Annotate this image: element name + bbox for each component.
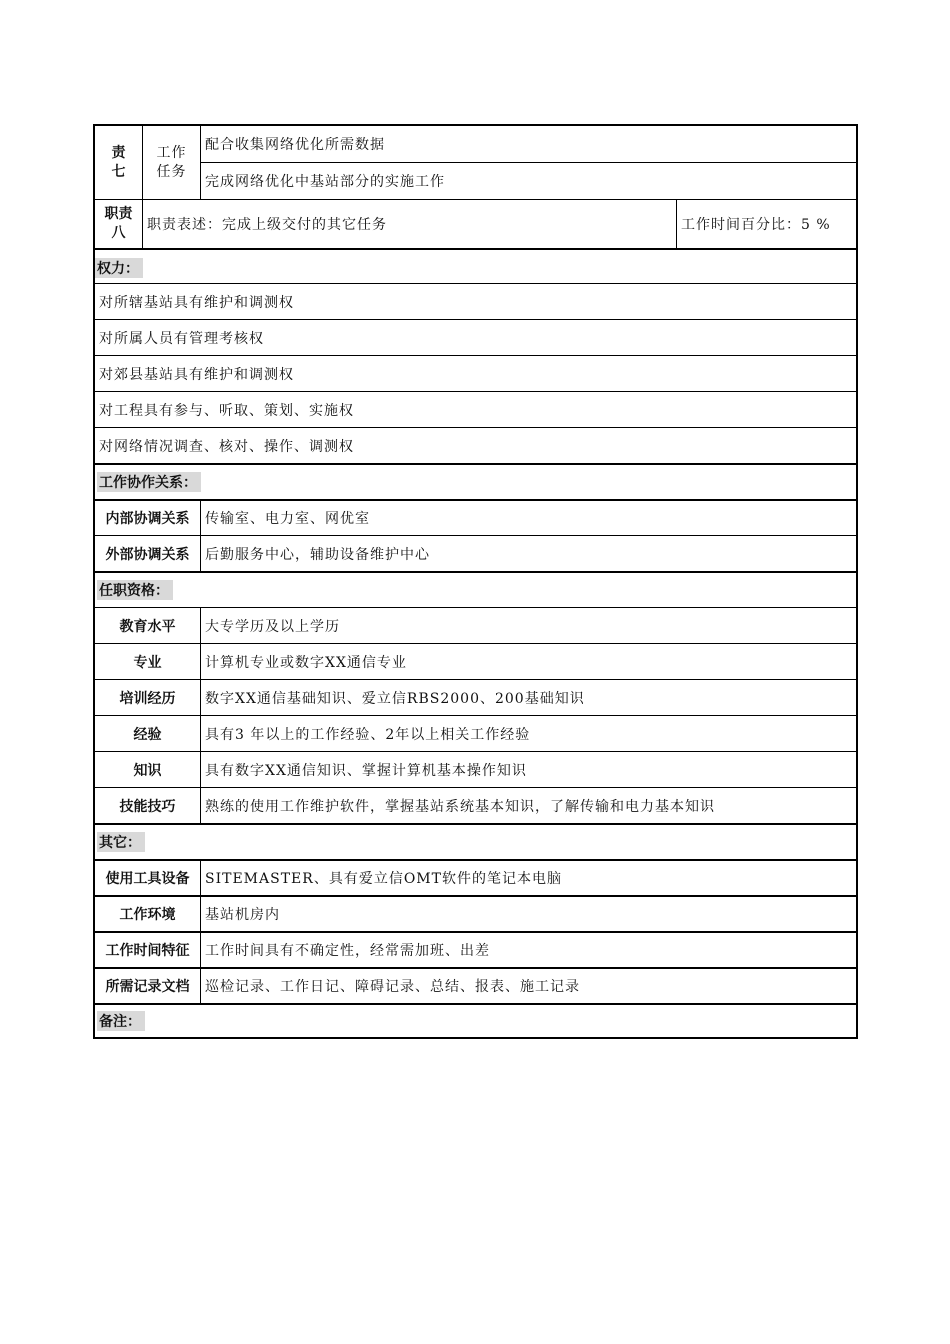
qualification-label: 知识 xyxy=(95,752,201,787)
qualification-row xyxy=(95,715,856,751)
qualification-label: 经验 xyxy=(95,716,201,751)
duty7-task-label-line1: 工作 xyxy=(156,144,187,161)
other-value: SITEMASTER、具有爱立信OMT软件的笔记本电脑 xyxy=(205,871,562,887)
duty7-label-line2: 七 xyxy=(111,163,126,180)
other-label: 所需记录文档 xyxy=(95,969,201,1003)
other-value: 基站机房内 xyxy=(205,907,280,923)
other-value: 巡检记录、工作日记、障碍记录、总结、报表、施工记录 xyxy=(205,979,580,995)
authority-item-row xyxy=(95,391,856,427)
authority-header-label: 权力： xyxy=(95,258,143,278)
internal-relations-value: 传输室、电力室、网优室 xyxy=(205,511,370,527)
external-relations-value: 后勤服务中心，辅助设备维护中心 xyxy=(205,546,430,563)
internal-relations-label: 内部协调关系 xyxy=(95,501,201,535)
duty7-task-list xyxy=(201,126,856,199)
qualification-label: 专业 xyxy=(95,644,201,679)
external-relations-label: 外部协调关系 xyxy=(95,536,201,571)
duty7-label xyxy=(95,126,143,199)
duty7-row xyxy=(95,126,856,199)
external-relations-row xyxy=(95,535,856,571)
other-row xyxy=(95,895,856,931)
duty7-label-line1: 责 xyxy=(111,144,126,161)
relations-header-label: 工作协作关系： xyxy=(97,472,201,492)
other-header-label: 其它： xyxy=(97,832,145,852)
authority-item: 对所辖基站具有维护和调测权 xyxy=(99,294,294,311)
remarks-header-label: 备注： xyxy=(97,1011,145,1031)
qualification-row xyxy=(95,643,856,679)
other-row xyxy=(95,859,856,895)
qualification-label: 技能技巧 xyxy=(95,788,201,823)
duty7-task-item: 完成网络优化中基站部分的实施工作 xyxy=(201,162,856,199)
duty8-label-line2: 八 xyxy=(111,225,126,241)
authority-header-row xyxy=(95,248,856,283)
other-label: 工作环境 xyxy=(95,897,201,931)
authority-item: 对网络情况调查、核对、操作、调测权 xyxy=(99,438,354,455)
remarks-row xyxy=(95,1003,856,1037)
relations-header xyxy=(95,465,856,499)
other-label: 工作时间特征 xyxy=(95,933,201,967)
authority-item: 对郊县基站具有维护和调测权 xyxy=(99,366,294,383)
qualification-row xyxy=(95,787,856,823)
qualification-value: 数字XX通信基础知识、爱立信RBS2000、200基础知识 xyxy=(205,690,585,707)
other-header-row xyxy=(95,823,856,859)
qualification-value: 计算机专业或数字XX通信专业 xyxy=(205,654,407,671)
duty8-label-line1: 职责 xyxy=(104,206,133,222)
internal-relations-row xyxy=(95,499,856,535)
qualification-row xyxy=(95,607,856,643)
qualification-label: 培训经历 xyxy=(95,680,201,715)
qualification-value: 熟练的使用工作维护软件，掌握基站系统基本知识，了解传输和电力基本知识 xyxy=(205,798,715,815)
qualification-value: 大专学历及以上学历 xyxy=(205,618,340,635)
authority-header xyxy=(95,250,856,283)
qualification-value: 具有3 年以上的工作经验、2年以上相关工作经验 xyxy=(205,726,531,743)
qualifications-header xyxy=(95,573,856,607)
qualification-row xyxy=(95,679,856,715)
duty7-task-label xyxy=(143,126,201,199)
other-value: 工作时间具有不确定性，经常需加班、出差 xyxy=(205,943,490,959)
other-header xyxy=(95,825,856,859)
other-row xyxy=(95,931,856,967)
qualifications-header-label: 任职资格： xyxy=(97,580,173,600)
qualification-label: 教育水平 xyxy=(95,608,201,643)
job-description-table xyxy=(93,124,858,1039)
duty8-row xyxy=(95,199,856,248)
authority-item: 对工程具有参与、听取、策划、实施权 xyxy=(99,402,354,419)
duty8-time-percent: 工作时间百分比：5 % xyxy=(681,217,831,233)
authority-item-row xyxy=(95,427,856,463)
qualification-row xyxy=(95,751,856,787)
duty7-task-label-line2: 任务 xyxy=(156,163,187,180)
authority-item-row xyxy=(95,319,856,355)
authority-item-row xyxy=(95,283,856,319)
authority-item: 对所属人员有管理考核权 xyxy=(99,330,264,347)
duty8-description: 职责表述：完成上级交付的其它任务 xyxy=(143,200,677,248)
duty7-task-item: 配合收集网络优化所需数据 xyxy=(205,137,385,153)
other-label: 使用工具设备 xyxy=(95,861,201,895)
qualifications-header-row xyxy=(95,571,856,607)
duty8-label xyxy=(95,200,143,248)
qualification-value: 具有数字XX通信知识、掌握计算机基本操作知识 xyxy=(205,762,527,779)
remarks-header xyxy=(95,1005,856,1037)
other-row xyxy=(95,967,856,1003)
authority-item-row xyxy=(95,355,856,391)
relations-header-row xyxy=(95,463,856,499)
